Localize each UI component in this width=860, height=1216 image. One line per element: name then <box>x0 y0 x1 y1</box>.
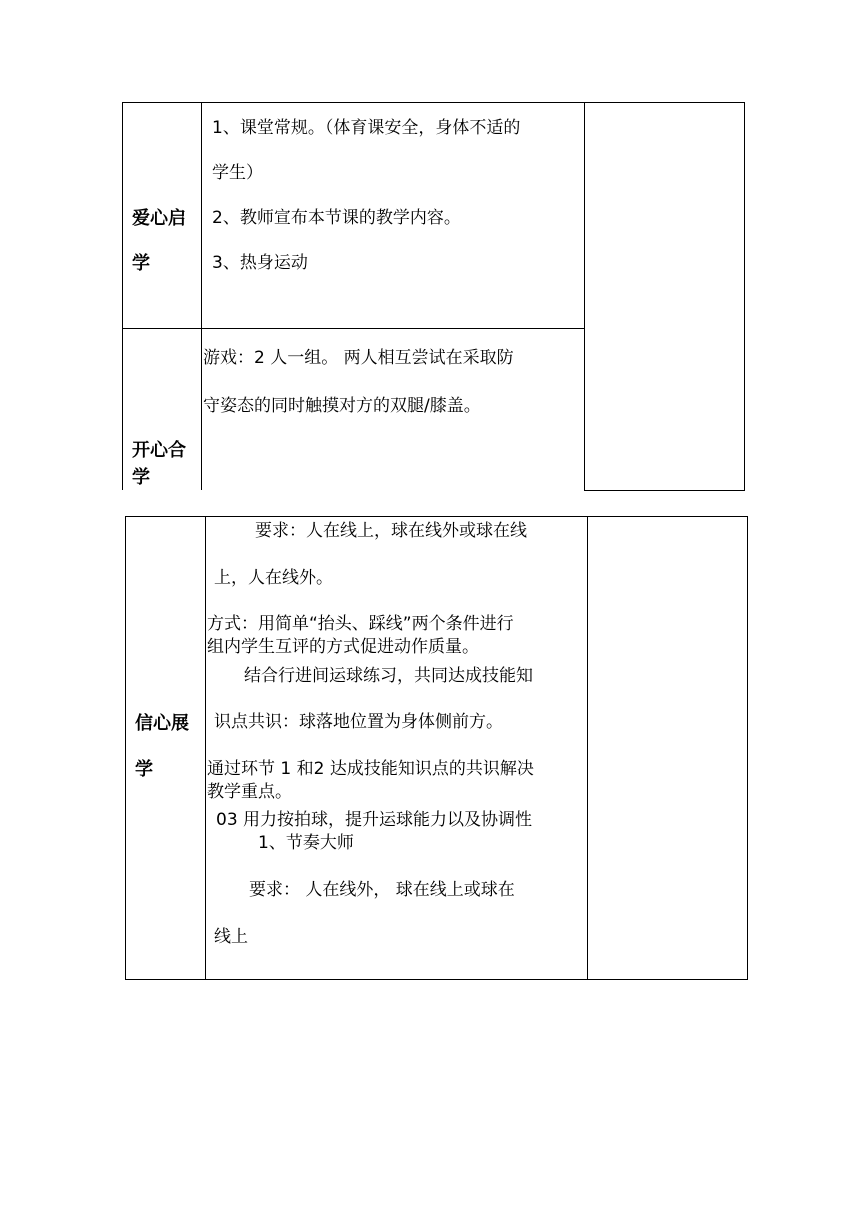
table1-top-border <box>122 102 745 103</box>
content-line: 2、教师宣布本节课的教学内容。 <box>212 208 461 228</box>
content-line: 要求： 人在线外， 球在线上或球在 <box>249 880 515 900</box>
content-line: 1、课堂常规。（体育课安全，身体不适的 <box>212 118 521 138</box>
content-line: 03 用力按拍球，提升运球能力以及协调性 <box>216 810 533 830</box>
section-label-line: 信心展 <box>135 713 189 734</box>
table1-row-divider <box>122 328 585 329</box>
table1-right-border <box>744 102 745 491</box>
content-line: 游戏：2 人一组。 两人相互尝试在采取防 <box>203 348 514 368</box>
section-label-line: 爱心启 <box>132 208 186 229</box>
content-line: 1、节奏大师 <box>258 833 354 853</box>
content-line: 3、热身运动 <box>212 253 308 273</box>
content-line: 组内学生互评的方式促进动作质量。 <box>207 637 479 657</box>
content-line: 方式：用简单“抬头、踩线”两个条件进行 <box>207 614 514 634</box>
content-line: 结合行进间运球练习，共同达成技能知 <box>244 666 533 686</box>
content-line: 线上 <box>214 927 248 947</box>
content-line: 学生） <box>212 163 263 183</box>
table2-col-divider-1 <box>205 516 206 980</box>
table2-top-border <box>125 516 748 517</box>
table1-col-divider-2 <box>584 102 585 490</box>
table1-col-divider-1 <box>201 102 202 490</box>
table1-last-col-bottom <box>584 490 745 491</box>
content-line: 通过环节 1 和2 达成技能知识点的共识解决 <box>207 759 534 779</box>
content-line: 要求：人在线上，球在线外或球在线 <box>255 521 527 541</box>
content-line: 守姿态的同时触摸对方的双腿/膝盖。 <box>203 396 481 416</box>
table2-col-divider-2 <box>587 516 588 980</box>
table2-right-border <box>747 516 748 980</box>
content-line: 上，人在线外。 <box>214 568 333 588</box>
table2-bottom-border <box>125 979 748 980</box>
table2-left-border <box>125 516 126 980</box>
content-line: 识点共识：球落地位置为身体侧前方。 <box>214 712 503 732</box>
table1-left-border <box>122 102 123 490</box>
section-label-line: 开心合 <box>132 440 186 461</box>
section-label-line: 学 <box>135 759 153 780</box>
section-label-line: 学 <box>132 253 150 274</box>
section-label-line: 学 <box>132 467 150 488</box>
content-line: 教学重点。 <box>207 782 292 802</box>
